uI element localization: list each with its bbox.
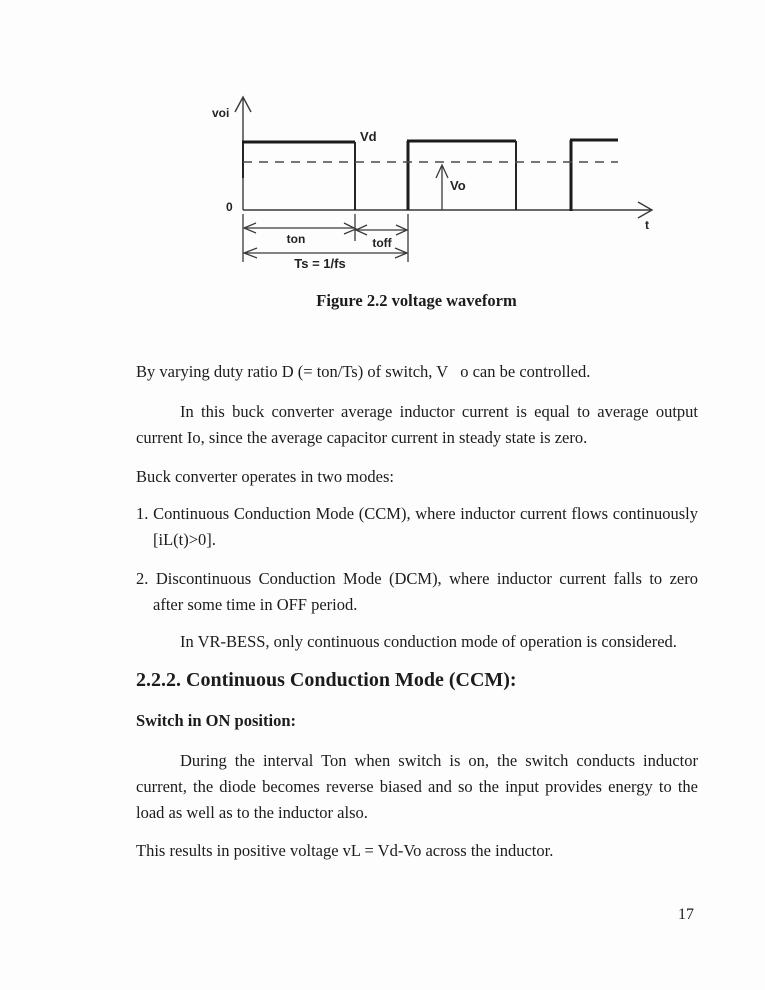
- x-axis-label: t: [645, 218, 649, 232]
- paragraph-duty-ratio: By varying duty ratio D (= ton/Ts) of switch, V o can be controlled.: [136, 362, 591, 381]
- section-heading: 2.2.2. Continuous Conduction Mode (CCM):: [136, 669, 517, 691]
- waveform-svg: [205, 88, 670, 273]
- body-text: [136, 359, 698, 864]
- paragraph-modes-intro: Buck converter operates in two modes:: [136, 467, 394, 486]
- ton-label: ton: [286, 232, 306, 246]
- vo-arrow: [436, 165, 448, 210]
- list-item-dcm: 2. Discontinuous Conduction Mode (DCM), where inductor current falls to zero after some time in OFF period.: [136, 569, 698, 614]
- paragraph-during-ton: During the interval Ton when switch is on, the switch conducts inductor current, the diode becomes reverse biased and so the input provides energy to the load as well as to the inductor also.: [136, 751, 698, 822]
- page-number: 17: [678, 906, 694, 923]
- waveform-figure: [205, 88, 670, 273]
- paragraph-result: This results in positive voltage vL = Vd-Vo across the inductor.: [136, 841, 554, 860]
- paragraph-average-current: In this buck converter average inductor current is equal to average output current Io, since the average capacitor current in steady state is zero.: [136, 402, 698, 447]
- list-item-ccm: 1. Continuous Conduction Mode (CCM), where inductor current flows continuously [iL(t)>0].: [136, 504, 698, 549]
- vd-label: Vd: [360, 129, 377, 144]
- subsection-heading: Switch in ON position:: [136, 711, 296, 730]
- figure-caption: Figure 2.2 voltage waveform: [316, 291, 517, 310]
- period-label: Ts = 1/fs: [294, 256, 346, 271]
- origin-label: 0: [226, 200, 233, 214]
- toff-label: toff: [372, 236, 392, 250]
- y-axis-label: voi: [212, 106, 230, 120]
- vo-label: Vo: [450, 178, 466, 193]
- paragraph-vrbess: In VR-BESS, only continuous conduction mode of operation is considered.: [180, 632, 677, 651]
- x-axis: [243, 202, 652, 218]
- pulse-train: [242, 140, 618, 211]
